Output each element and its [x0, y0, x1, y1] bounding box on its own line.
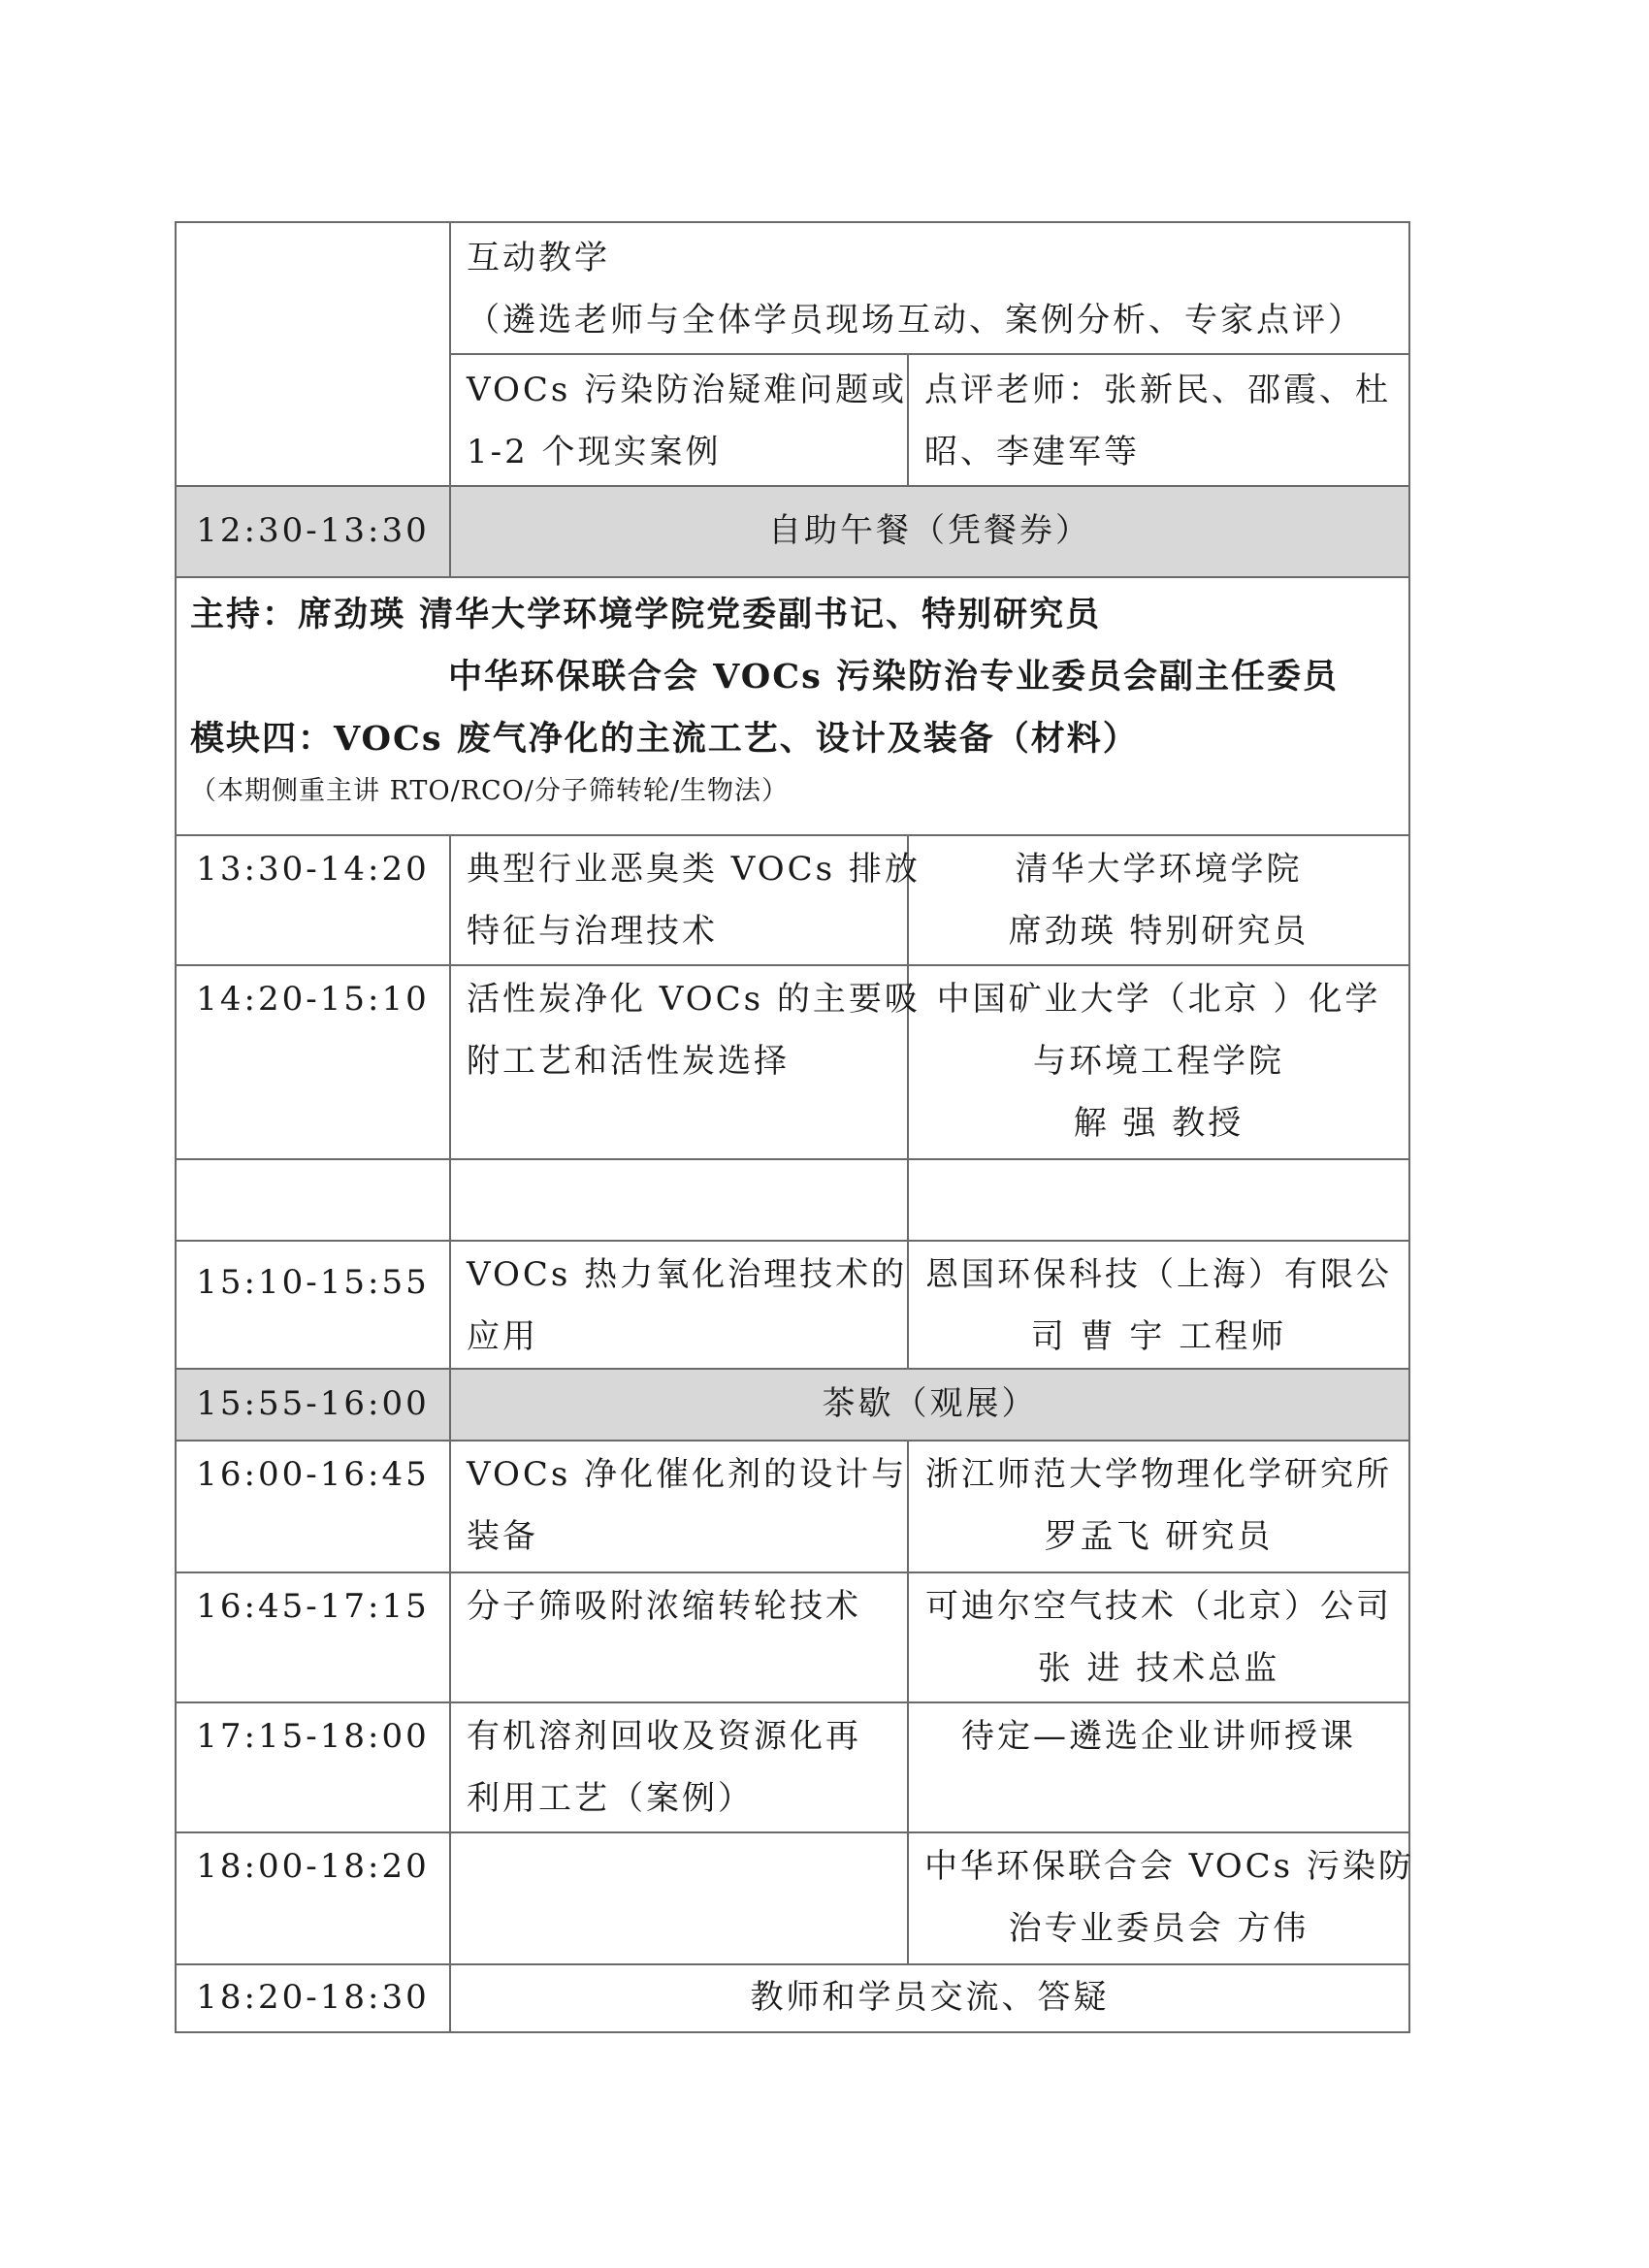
session-row	[176, 835, 1409, 965]
schedule-table	[175, 221, 1414, 2033]
speaker-line: 清华大学环境学院	[1015, 850, 1303, 889]
empty-cell	[176, 1159, 450, 1241]
speaker-line: 治专业委员会 方伟	[1008, 1909, 1310, 1948]
interactive-title: 互动教学	[467, 239, 610, 277]
lunch-row	[176, 486, 1409, 577]
session-speaker	[908, 1702, 1409, 1832]
session-topic	[450, 835, 921, 965]
empty-time-cell	[176, 222, 450, 486]
session-topic	[450, 965, 921, 1159]
session-time: 13:30-14:20	[176, 835, 450, 965]
session-topic	[450, 1572, 908, 1702]
topic-line: 分子筛吸附浓缩转轮技术	[467, 1587, 861, 1626]
session-topic	[450, 1832, 908, 1964]
session-speaker	[908, 1241, 1409, 1369]
topic-line: VOCs 污染防治疑难问题或	[467, 371, 908, 409]
session-speaker	[908, 1572, 1409, 1702]
chair-line: 主持：席劲瑛 清华大学环境学院党委副书记、特别研究员	[190, 595, 1102, 634]
speaker-line: 浙江师范大学物理化学研究所	[925, 1455, 1392, 1494]
session-speaker	[908, 1832, 1414, 1964]
module-note: （本期侧重主讲 RTO/RCO/分子筛转轮/生物法）	[190, 776, 789, 806]
interactive-subtitle: （遴选老师与全体学员现场互动、案例分析、专家点评）	[467, 301, 1364, 340]
speaker-line: 司 曹 宇 工程师	[1030, 1317, 1287, 1356]
chair-row	[176, 577, 1409, 835]
session-time: 18:00-18:20	[176, 1832, 450, 1964]
topic-line: 利用工艺（案例）	[467, 1779, 754, 1818]
speaker-line: 张 进 技术总监	[1037, 1649, 1280, 1688]
speaker-line: 席劲瑛 特别研究员	[1008, 912, 1310, 951]
session-time: 15:10-15:55	[176, 1241, 450, 1369]
interactive-heading-cell	[450, 222, 1409, 354]
speaker-line: 中国矿业大学（北京 ）化学	[936, 980, 1381, 1019]
session-topic	[450, 1441, 908, 1572]
tea-row	[176, 1369, 1409, 1441]
speaker-line: 恩国环保科技（上海）有限公	[925, 1255, 1392, 1294]
empty-cell	[908, 1159, 1409, 1241]
module-title: 模块四：VOCs 废气净化的主流工艺、设计及装备（材料）	[190, 719, 1139, 759]
topic-line: 附工艺和活性炭选择	[467, 1042, 790, 1081]
session-time: 16:45-17:15	[176, 1572, 450, 1702]
reviewers-cell	[908, 354, 1409, 486]
session-speaker	[908, 1441, 1409, 1572]
topic-line: 应用	[467, 1317, 538, 1356]
session-topic	[450, 1702, 908, 1832]
speaker-line: 解 强 教授	[1073, 1104, 1245, 1143]
session-row	[176, 1572, 1409, 1702]
session-time: 17:15-18:00	[176, 1702, 450, 1832]
speaker-line: 与环境工程学院	[1033, 1042, 1284, 1081]
topic-line: 装备	[467, 1517, 538, 1556]
lunch-time: 12:30-13:30	[176, 486, 450, 577]
reviewers-line: 昭、李建军等	[924, 433, 1140, 471]
topic-line: 典型行业恶臭类 VOCs 排放	[467, 850, 921, 889]
session-time: 16:00-16:45	[176, 1441, 450, 1572]
tea-time: 15:55-16:00	[176, 1369, 450, 1441]
session-row	[176, 1241, 1409, 1369]
topic-line: VOCs 净化催化剂的设计与	[467, 1455, 908, 1494]
chair-cell	[176, 577, 1409, 835]
tea-label: 茶歇（观展）	[450, 1369, 1409, 1441]
interactive-topic-cell	[450, 354, 908, 486]
topic-line: 特征与治理技术	[467, 912, 718, 951]
topic-line: VOCs 热力氧化治理技术的	[467, 1255, 908, 1294]
closing-row	[176, 1964, 1409, 2032]
speaker-line: 待定—遴选企业讲师授课	[961, 1717, 1356, 1756]
chair-title-line: 中华环保联合会 VOCs 污染防治专业委员会副主任委员	[448, 657, 1339, 697]
session-row	[176, 965, 1409, 1159]
speaker-line: 罗孟飞 研究员	[1044, 1517, 1274, 1556]
closing-label: 教师和学员交流、答疑	[450, 1964, 1409, 2032]
reviewers-line: 点评老师：张新民、邵霞、杜	[924, 371, 1391, 409]
topic-line: 有机溶剂回收及资源化再	[467, 1717, 861, 1756]
session-speaker	[908, 965, 1409, 1159]
topic-line: 1-2 个现实案例	[467, 433, 722, 471]
empty-row	[176, 1159, 1409, 1241]
session-speaker	[908, 835, 1409, 965]
topic-line: 活性炭净化 VOCs 的主要吸	[467, 980, 921, 1019]
speaker-line: 中华环保联合会 VOCs 污染防	[924, 1847, 1414, 1886]
interactive-row	[176, 222, 1409, 354]
session-row	[176, 1702, 1409, 1832]
session-row	[176, 1441, 1409, 1572]
closing-time: 18:20-18:30	[176, 1964, 450, 2032]
speaker-line: 可迪尔空气技术（北京）公司	[925, 1587, 1392, 1626]
session-row	[176, 1832, 1409, 1964]
session-time: 14:20-15:10	[176, 965, 450, 1159]
empty-cell	[450, 1159, 908, 1241]
lunch-label: 自助午餐（凭餐券）	[450, 486, 1409, 577]
session-topic	[450, 1241, 908, 1369]
